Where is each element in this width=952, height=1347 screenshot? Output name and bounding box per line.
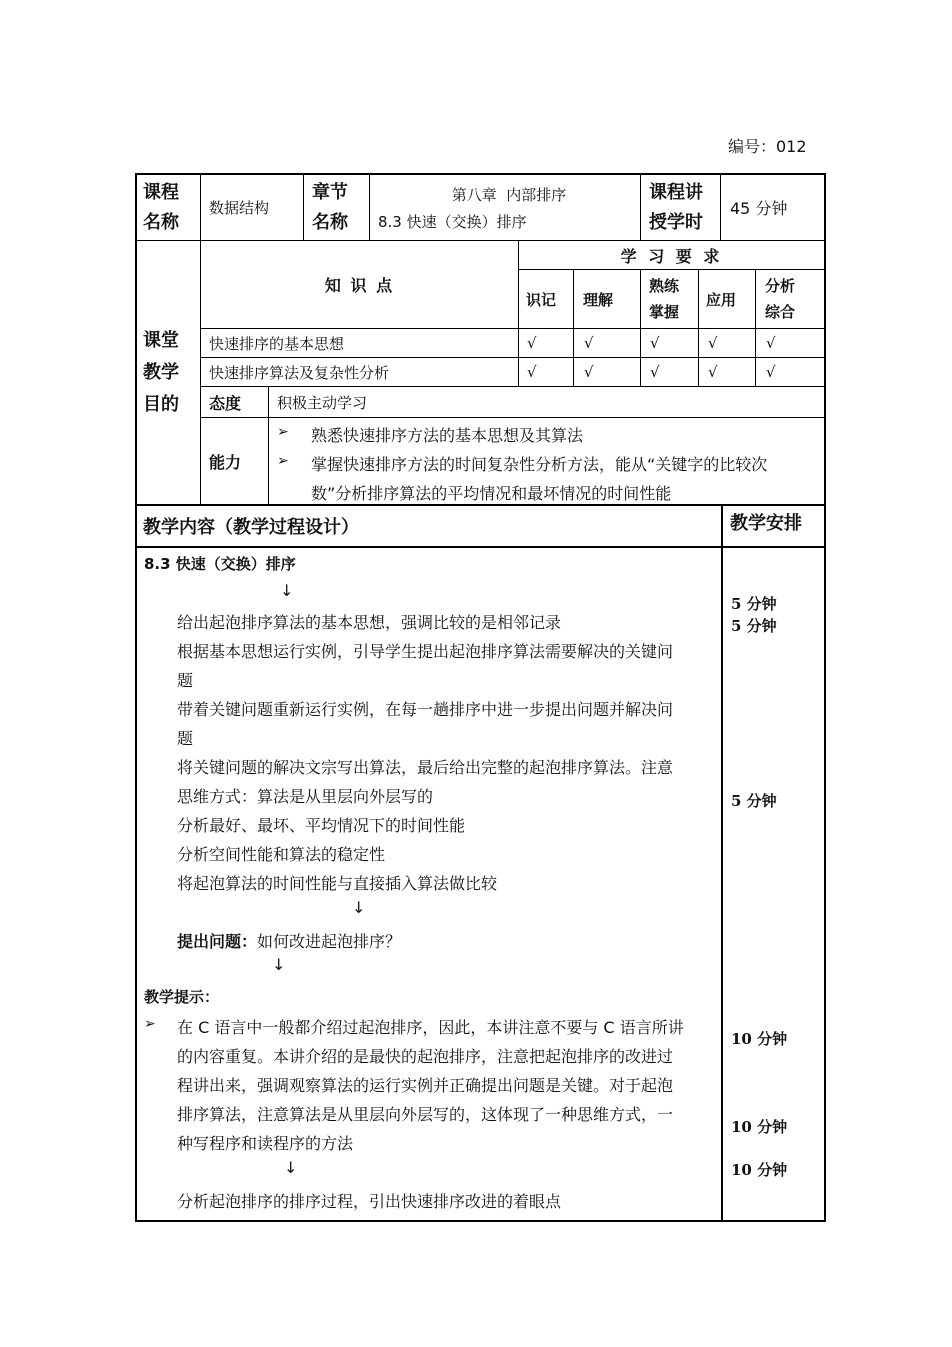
check-mark: √ — [527, 334, 537, 352]
knowledge-points-header: 知 识 点 — [324, 276, 395, 295]
content-line: 带着关键问题重新运行实例，在每一趟排序中进一步提出问题并解决问 — [177, 700, 674, 719]
ability-item-2-line2: 数”分析排序算法的平均情况和最坏情况的时间性能 — [311, 484, 672, 503]
ability-item-2-line1: 掌握快速排序方法的时间复杂性分析方法，能从“关键字的比较次 — [311, 455, 768, 474]
content-section-title: 8.3 快速（交换）排序 — [144, 555, 296, 573]
teaching-schedule-header: 教学安排 — [730, 513, 802, 534]
attitude-label: 态度 — [209, 393, 242, 413]
learning-requirements-header: 学 习 要 求 — [620, 246, 723, 266]
content-line: 将起泡算法的时间性能与直接插入算法做比较 — [177, 874, 498, 893]
chapter-title: 第八章 内部排序 — [451, 186, 567, 204]
check-mark: √ — [650, 334, 660, 352]
check-mark: √ — [584, 363, 594, 381]
down-arrow-icon: ↓ — [352, 898, 366, 917]
check-mark: √ — [584, 334, 594, 352]
hint-line: 种写程序和读程序的方法 — [177, 1134, 354, 1153]
section-title: 8.3 快速（交换）排序 — [378, 213, 527, 231]
knowledge-row-1: 快速排序的基本思想 — [209, 334, 345, 353]
hint-line: 的内容重复。本讲介绍的是最快的起泡排序，注意把起泡排序的改进过 — [177, 1047, 674, 1066]
attitude-value: 积极主动学习 — [277, 393, 368, 412]
ability-item-1: 熟悉快速排序方法的基本思想及其算法 — [311, 426, 584, 445]
content-line: 根据基本思想运行实例，引导学生提出起泡排序算法需要解决的关键问 — [177, 642, 674, 661]
teaching-content-header: 教学内容（教学过程设计） — [143, 517, 359, 538]
content-line: 题 — [177, 671, 194, 690]
teaching-objectives-label: 课堂 教学 目的 — [143, 330, 179, 415]
question-label: 提出问题： — [177, 932, 258, 951]
ability-label: 能力 — [209, 453, 242, 472]
time-allocation: 5 分钟 — [731, 595, 777, 613]
check-mark: √ — [766, 334, 776, 352]
question-line — [177, 929, 401, 952]
lecture-hours-value: 45 分钟 — [730, 199, 788, 218]
hint-line: 程讲出来，强调观察算法的运行实例并正确提出问题是关键。对于起泡 — [177, 1076, 674, 1095]
chapter-name-value — [378, 184, 640, 232]
content-last-line: 分析起泡排序的排序过程，引出快速排序改进的着眼点 — [177, 1192, 562, 1211]
bullet-icon: ➢ — [144, 1016, 156, 1032]
course-name-value: 数据结构 — [209, 199, 270, 217]
content-line: 分析最好、最坏、平均情况下的时间性能 — [177, 816, 466, 835]
bullet-icon: ➢ — [277, 424, 289, 440]
question-text: 如何改进起泡排序？ — [257, 932, 402, 951]
down-arrow-icon: ↓ — [272, 955, 286, 974]
time-allocation: 10 分钟 — [731, 1118, 788, 1136]
bullet-icon: ➢ — [277, 453, 289, 469]
time-allocation: 10 分钟 — [731, 1161, 788, 1179]
content-line: 给出起泡排序算法的基本思想，强调比较的是相邻记录 — [177, 613, 562, 632]
col-apply: 应用 — [706, 290, 737, 309]
col-memorize: 识记 — [526, 290, 557, 309]
col-analyze: 分析 综合 — [765, 277, 796, 321]
content-line: 思维方式：算法是从里层向外层写的 — [177, 787, 434, 806]
content-line: 将关键问题的解决文宗写出算法，最后给出完整的起泡排序算法。注意 — [177, 758, 674, 777]
content-line: 题 — [177, 729, 194, 748]
check-mark: √ — [650, 363, 660, 381]
time-allocation: 5 分钟 — [731, 792, 777, 810]
hint-line: 排序算法，注意算法是从里层向外层写的，这体现了一种思维方式，一 — [177, 1105, 674, 1124]
course-name-label: 课程 名称 — [143, 181, 179, 233]
check-mark: √ — [708, 363, 718, 381]
lecture-hours-label: 课程讲 授学时 — [649, 181, 703, 233]
hint-line: 在 C 语言中一般都介绍过起泡排序，因此，本讲注意不要与 C 语言所讲 — [177, 1018, 684, 1037]
chapter-name-label: 章节 名称 — [312, 181, 348, 233]
check-mark: √ — [527, 363, 537, 381]
check-mark: √ — [708, 334, 718, 352]
content-line: 分析空间性能和算法的稳定性 — [177, 845, 386, 864]
down-arrow-icon: ↓ — [280, 581, 294, 600]
document-number: 编号：012 — [728, 137, 807, 156]
check-mark: √ — [766, 363, 776, 381]
hint-label: 教学提示： — [144, 988, 220, 1006]
col-master: 熟练 掌握 — [649, 277, 680, 321]
time-allocation: 10 分钟 — [731, 1030, 788, 1048]
time-allocation: 5 分钟 — [731, 617, 777, 635]
col-understand: 理解 — [583, 290, 614, 309]
knowledge-row-2: 快速排序算法及复杂性分析 — [209, 363, 390, 382]
down-arrow-icon: ↓ — [284, 1158, 298, 1177]
